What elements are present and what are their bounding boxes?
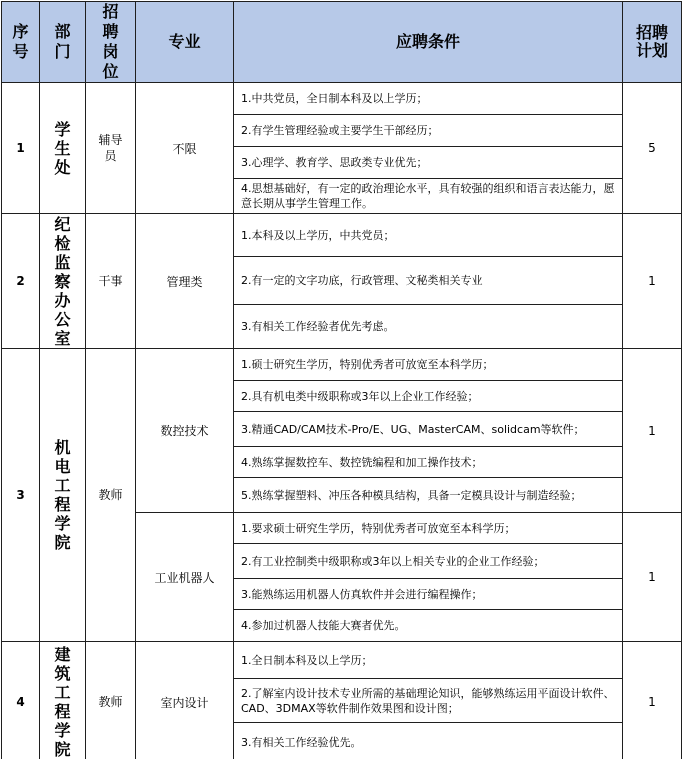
major: 数控技术 <box>136 349 234 513</box>
condition-item: 3.心理学、教育学、思政类专业优先； <box>234 147 623 179</box>
condition-item: 1.中共党员，全日制本科及以上学历； <box>234 83 623 115</box>
condition-item: 2.具有机电类中级职称或3年以上企业工作经验； <box>234 381 623 412</box>
table-row <box>2 349 682 381</box>
condition-item: 4.熟练掌握数控车、数控铣编程和加工操作技术； <box>234 447 623 478</box>
plan-count: 1 <box>623 349 682 513</box>
condition-item: 3.有相关工作经验者优先考虑。 <box>234 305 623 349</box>
condition-item: 5.熟练掌握塑料、冲压各种模具结构，具备一定模具设计与制造经验； <box>234 478 623 513</box>
header-seq: 序号 <box>2 2 40 83</box>
major: 工业机器人 <box>136 513 234 642</box>
condition-item: 1.要求硕士研究生学历，特别优秀者可放宽至本科学历； <box>234 513 623 544</box>
condition-item: 3.有相关工作经验优先。 <box>234 723 623 759</box>
plan-count: 5 <box>623 83 682 214</box>
department: 纪检监察办公室 <box>40 214 86 349</box>
department: 机电工程学院 <box>40 349 86 642</box>
major: 室内设计 <box>136 642 234 759</box>
department: 学生处 <box>40 83 86 214</box>
condition-item: 2.有工业控制类中级职称或3年以上相关专业的企业工作经验； <box>234 544 623 579</box>
row-number: 4 <box>2 642 40 759</box>
row-number: 3 <box>2 349 40 642</box>
position: 教师 <box>86 642 136 759</box>
recruitment-table <box>1 1 682 759</box>
header-plan: 招聘计划 <box>623 2 682 83</box>
table-row <box>2 642 682 679</box>
condition-item: 2.有一定的文字功底，行政管理、文秘类相关专业 <box>234 257 623 305</box>
row-number: 2 <box>2 214 40 349</box>
major: 管理类 <box>136 214 234 349</box>
header-conditions: 应聘条件 <box>234 2 623 83</box>
plan-count: 1 <box>623 513 682 642</box>
position: 教师 <box>86 349 136 642</box>
plan-count: 1 <box>623 642 682 759</box>
table-row <box>2 214 682 257</box>
table-header-row <box>2 2 682 83</box>
header-post: 招聘岗位 <box>86 2 136 83</box>
condition-item: 1.全日制本科及以上学历； <box>234 642 623 679</box>
condition-item: 1.本科及以上学历，中共党员； <box>234 214 623 257</box>
condition-item: 3.精通CAD/CAM技术-Pro/E、UG、MasterCAM、solidcam等软件； <box>234 412 623 447</box>
row-number: 1 <box>2 83 40 214</box>
major: 不限 <box>136 83 234 214</box>
condition-item: 4.思想基础好，有一定的政治理论水平，具有较强的组织和语言表达能力，愿意长期从事学生管理工作。 <box>234 179 623 214</box>
condition-item: 2.有学生管理经验或主要学生干部经历； <box>234 115 623 147</box>
condition-item: 1.硕士研究生学历，特别优秀者可放宽至本科学历； <box>234 349 623 381</box>
plan-count: 1 <box>623 214 682 349</box>
condition-item: 3.能熟练运用机器人仿真软件并会进行编程操作； <box>234 579 623 610</box>
position: 辅导员 <box>86 83 136 214</box>
header-major: 专业 <box>136 2 234 83</box>
condition-item: 4.参加过机器人技能大赛者优先。 <box>234 610 623 642</box>
department: 建筑工程学院 <box>40 642 86 759</box>
condition-item: 2.了解室内设计技术专业所需的基础理论知识，能够熟练运用平面设计软件、CAD、3DMAX等软件制作效果图和设计图； <box>234 679 623 723</box>
table-row <box>2 83 682 115</box>
position: 干事 <box>86 214 136 349</box>
header-dept: 部门 <box>40 2 86 83</box>
